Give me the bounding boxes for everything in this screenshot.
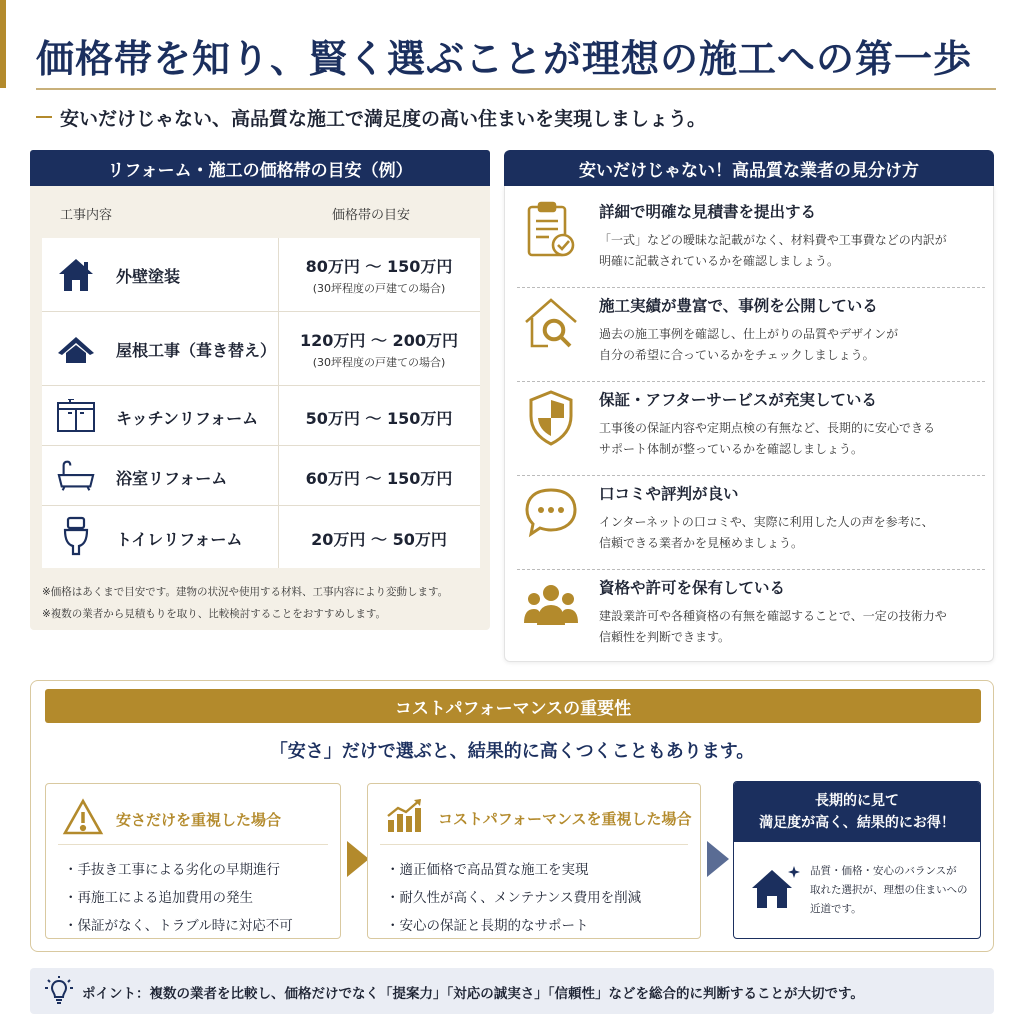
- list-item: ・適正価格で高品質な施工を実現: [386, 862, 589, 878]
- work-name: 外壁塗装: [116, 267, 181, 286]
- quality-description: インターネットの口コミや、実際に利用した人の声を参考に、 信頼できる業者かを見極めましょう。: [599, 515, 934, 550]
- arrow-right-icon: [347, 841, 369, 877]
- header-accent-bar: [0, 0, 6, 88]
- clipboard-check-icon: [521, 200, 581, 260]
- price-panel-body: [30, 186, 490, 630]
- price-note: (30坪程度の戸建ての場合): [312, 356, 446, 369]
- price-value: 80万円 ～ 150万円: [305, 257, 453, 276]
- list-item: ・耐久性が高く、メンテナンス費用を削減: [386, 890, 642, 906]
- work-name: キッチンリフォーム: [116, 409, 259, 428]
- list-item: ・保証がなく、トラブル時に対応不可: [64, 918, 293, 934]
- price-range-panel: [30, 150, 490, 630]
- toilet-icon: [56, 516, 96, 556]
- price-value: 120万円 ～ 200万円: [300, 331, 458, 350]
- column-header-price: 価格帯の目安: [332, 208, 411, 223]
- lightbulb-icon: [44, 976, 74, 1010]
- list-item: ・手抜き工事による劣化の早期進行: [64, 862, 280, 878]
- quality-title: 保証・アフターサービスが充実している: [599, 391, 877, 409]
- roof-icon: [56, 329, 96, 369]
- quality-description: 工事後の保証内容や定期点検の有無など、長期的に安心できる サポート体制が整っているかを確認しましょう。: [599, 421, 936, 456]
- shield-icon: [521, 388, 581, 448]
- quality-panel-body: [504, 186, 994, 662]
- work-name: 屋根工事（葺き替え）: [116, 341, 277, 360]
- quality-title: 口コミや評判が良い: [599, 485, 739, 503]
- quality-item: [517, 476, 985, 570]
- quality-description: 過去の施工事例を確認し、仕上がりの品質やデザインが 自分の希望に合っているかをチェックしましょう。: [599, 327, 899, 362]
- quality-item: [517, 570, 985, 664]
- quality-item: [517, 288, 985, 382]
- price-note: (30坪程度の戸建ての場合): [312, 282, 446, 295]
- table-row: [42, 506, 480, 568]
- list-item: ・再施工による追加費用の発生: [64, 890, 253, 906]
- quality-description: 建設業許可や各種資格の有無を確認することで、一定の技術力や 信頼性を判断できます。: [599, 609, 947, 644]
- quality-item: [517, 382, 985, 476]
- list-item: ・安心の保証と長期的なサポート: [386, 918, 589, 934]
- work-name: 浴室リフォーム: [116, 469, 228, 488]
- work-name: トイレリフォーム: [116, 530, 243, 549]
- kitchen-icon: [56, 396, 96, 436]
- subtitle-dash: [36, 116, 52, 118]
- result-heading: 長期的に見て 満足度が高く、結果的にお得！: [734, 782, 980, 842]
- quality-title: 資格や許可を保有している: [599, 579, 786, 597]
- page-subtitle: 安いだけじゃない、高品質な施工で満足度の高い住まいを実現しましょう。: [60, 108, 707, 130]
- quality-panel-heading: 安いだけじゃない！高品質な業者の見分け方: [504, 150, 994, 186]
- cheap-box-title: 安さだけを重視した場合: [116, 810, 282, 829]
- quality-description: 「一式」などの曖昧な記載がなく、材料費や工事費などの内訳が 明確に記載されているかを確認しましょう。: [599, 233, 947, 268]
- chat-bubble-icon: [521, 482, 581, 542]
- value-box-title: コストパフォーマンスを重視した場合: [438, 809, 692, 828]
- price-value: 20万円 ～ 50万円: [311, 530, 447, 549]
- price-value: 50万円 ～ 150万円: [305, 409, 453, 428]
- warning-icon: [62, 798, 104, 840]
- column-header-work: 工事内容: [60, 208, 113, 223]
- quality-title: 詳細で明確な見積書を提出する: [599, 203, 817, 221]
- price-table: [42, 238, 480, 568]
- result-box: [733, 781, 981, 939]
- arrow-right-icon: [707, 841, 729, 877]
- quality-title: 施工実績が豊富で、事例を公開している: [599, 297, 878, 315]
- bathtub-icon: [56, 456, 96, 496]
- title-divider: [36, 88, 996, 90]
- cost-section-heading: コストパフォーマンスの重要性: [45, 689, 981, 723]
- price-panel-heading: リフォーム・施工の価格帯の目安（例）: [30, 150, 490, 186]
- table-row: [42, 238, 480, 312]
- table-row: [42, 386, 480, 446]
- footnote: ※複数の業者から見積もりを取り、比較検討することをおすすめします。: [42, 608, 387, 620]
- house-sparkle-icon: [750, 864, 800, 914]
- result-description: 品質・価格・安心のバランスが 取れた選択が、理想の住まいへの 近道です。: [810, 865, 968, 915]
- page-title: 価格帯を知り、賢く選ぶことが理想の施工への第一歩: [36, 36, 973, 81]
- quality-item: [517, 194, 985, 288]
- house-search-icon: [521, 294, 581, 354]
- bar-chart-icon: [384, 798, 426, 838]
- people-icon: [521, 576, 581, 636]
- footnote: ※価格はあくまで目安です。建物の状況や使用する材料、工事内容により変動します。: [42, 586, 449, 598]
- cost-section-subheading: 「安さ」だけで選ぶと、結果的に高くつくこともあります。: [269, 741, 755, 762]
- cost-performance-section: [30, 680, 994, 952]
- table-row: [42, 312, 480, 386]
- quality-contractor-panel: [504, 150, 994, 662]
- house-icon: [56, 255, 96, 295]
- table-row: [42, 446, 480, 506]
- price-value: 60万円 ～ 150万円: [305, 469, 453, 488]
- point-text: ポイント：複数の業者を比較し、価格だけでなく「提案力」「対応の誠実さ」「信頼性」などを総合的に判断することが大切です。: [82, 986, 864, 1002]
- cheap-only-box: [45, 783, 341, 939]
- value-focus-box: [367, 783, 701, 939]
- point-footer: [30, 968, 994, 1014]
